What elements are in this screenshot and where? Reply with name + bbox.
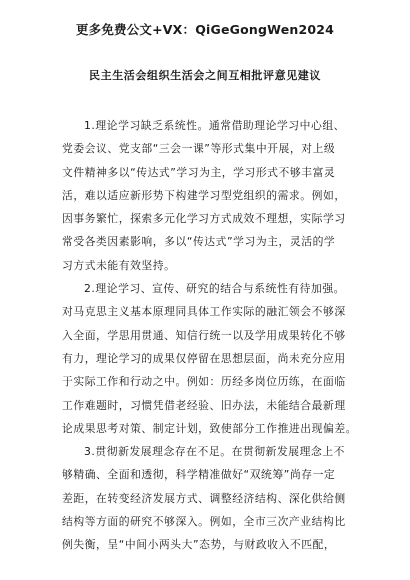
body-line: 活，难以适应新形势下构建学习型党组织的需求。例如， — [62, 188, 346, 202]
body-line: 党委会议、党支部“三会一课”等形式集中开展，对上级 — [62, 142, 336, 156]
document-body — [62, 114, 362, 557]
body-line: 差距，在转变经济发展方式、调整经济结构、深化供给侧 — [62, 491, 346, 505]
body-line: 文件精神多以“传达式”学习为主，学习形式不够丰富灵 — [62, 165, 336, 179]
body-line: 对马克思主义基本原理同具体工作实际的融汇领会不够深 — [62, 305, 346, 319]
body-line: 因事务繁忙，探索多元化学习方式成效不理想，实际学习 — [62, 212, 346, 226]
body-line: 于实际工作和行动之中。例如：历经多岗位历练，在面临 — [62, 375, 346, 389]
body-line: 例失衡，呈“中间小两头大”态势，与财政收入不匹配， — [62, 538, 336, 552]
body-line: 习方式未能有效坚持。 — [62, 258, 176, 272]
document-title: 民主生活会组织生活会之间互相批评意见建议 — [89, 69, 321, 82]
body-line: 入全面，学思用贯通、知信行统一以及学用成果转化不够 — [62, 328, 346, 342]
body-line: 常受各类因素影响，多以“传达式”学习为主，灵活的学 — [62, 235, 336, 249]
body-line: 工作难题时，习惯凭借老经验、旧办法，未能结合最新理 — [62, 398, 346, 412]
header-watermark-text: 更多免费公文+VX：QiGeGongWen2024 — [75, 22, 335, 37]
body-line: 3.贯彻新发展理念存在不足。在贯彻新发展理念上不 — [84, 445, 346, 459]
body-line: 2.理论学习、宣传、研究的结合与系统性有待加强。 — [84, 282, 346, 296]
body-line: 结构等方面的研究不够深入。例如，全市三次产业结构比 — [62, 515, 346, 529]
body-line: 有力，理论学习的成果仅停留在思想层面，尚未充分应用 — [62, 351, 346, 365]
body-line: 够精确、全面和透彻，科学精准做好“双统筹”尚存一定 — [62, 468, 336, 482]
body-line: 论成果思考对策、制定计划，致使部分工作推进出现偏差。 — [62, 421, 358, 435]
body-line: 1.理论学习缺乏系统性。通常借助理论学习中心组、 — [84, 119, 346, 132]
